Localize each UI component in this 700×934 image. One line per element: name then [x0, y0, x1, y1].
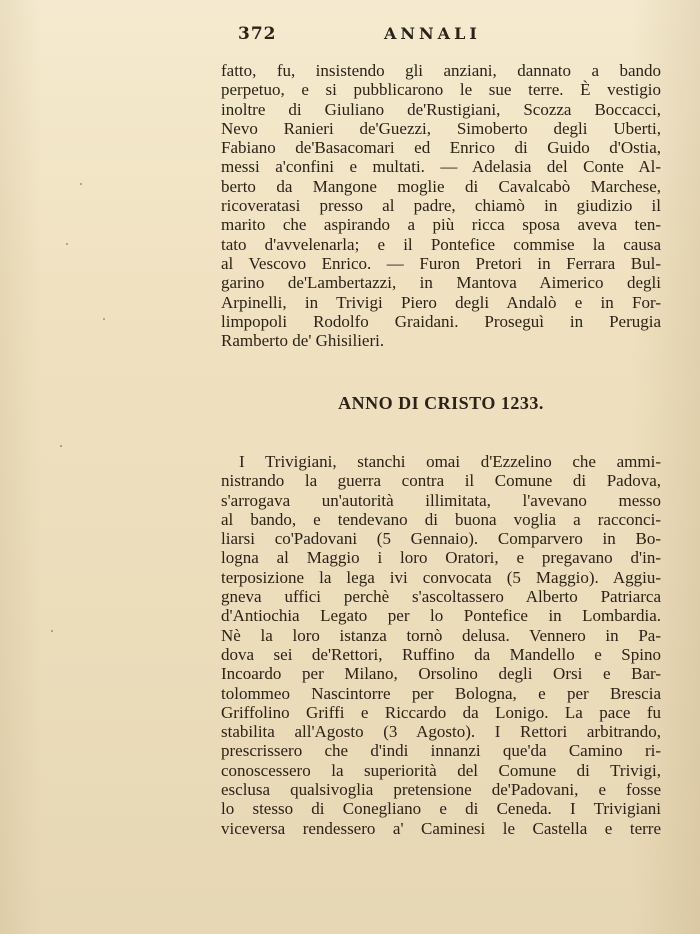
paper-speck	[60, 445, 62, 447]
paper-speck	[51, 630, 53, 632]
text-line: tolommeo Nascintorre per Bologna, e per Brescia	[221, 683, 661, 703]
text-line: al Vescovo Enrico. — Furon Pretori in Ferrara Bul-	[221, 253, 661, 273]
text-line: Arpinelli, in Trivigi Piero degli Andalò e in For-	[221, 292, 661, 312]
text-line: messi a'confini e multati. — Adelasia del Conte Al-	[221, 157, 661, 177]
text-line: lo stesso di Conegliano e di Ceneda. I Trivigiani	[221, 799, 661, 819]
text-line: stabilita all'Agosto (3 Agosto). I Rettori arbitrando,	[221, 722, 661, 742]
text-line: berto da Mangone moglie di Cavalcabò Marchese,	[221, 176, 661, 196]
text-line: prescrissero che d'indi innanzi que'da Camino ri-	[221, 741, 661, 761]
text-line: limpopoli Rodolfo Graidani. Proseguì in Perugia	[221, 311, 661, 331]
text-line: ricoveratasi presso al padre, chiamò in giudizio il	[221, 196, 661, 216]
text-line: conoscessero la superiorità del Comune di Trivigi,	[221, 760, 661, 780]
text-line: Incoardo per Milano, Orsolino degli Orsi e Bar-	[221, 664, 661, 684]
text-line: tato d'avvelenarla; e il Pontefice commise la causa	[221, 234, 661, 254]
text-line: Fabiano de'Basacomari ed Enrico di Guido d'Ostia,	[221, 138, 661, 158]
text-line: al bando, e tendevano di buona voglia a racconci-	[221, 509, 661, 529]
text-line: nistrando la guerra contra il Comune di Padova,	[221, 471, 661, 491]
running-title: ANNALI	[384, 24, 481, 43]
section-heading: ANNO DI CRISTO 1233.	[338, 393, 544, 413]
paper-speck	[103, 318, 105, 320]
text-line: Nevo Ranieri de'Guezzi, Simoberto degli Uberti,	[221, 118, 661, 138]
text-line: liarsi co'Padovani (5 Gennaio). Comparvero in Bo-	[221, 529, 661, 549]
text-line: terposizione la lega ivi convocata (5 Maggio). Aggiu-	[221, 567, 661, 587]
text-line: fatto, fu, insistendo gli anziani, dannato a bando	[221, 61, 661, 80]
paragraph-continued	[221, 61, 661, 350]
text-line: s'arrogava un'autorità illimitata, l'avevano messo	[221, 490, 661, 510]
text-line: Nè la loro istanza tornò delusa. Vennero in Pa-	[221, 625, 661, 645]
text-line: dova sei de'Rettori, Ruffino da Mandello e Spino	[221, 644, 661, 664]
text-line: perpetuo, e si pubblicarono le sue terre. È vestigio	[221, 80, 661, 100]
text-line: Ramberto de' Ghisilieri.	[221, 331, 385, 351]
text-line: I Trivigiani, stanchi omai d'Ezzelino che ammi-	[239, 452, 661, 471]
text-line: gneva uffici perchè s'ascoltassero Alberto Patriarca	[221, 587, 661, 607]
paper-speck	[80, 183, 82, 185]
text-line: Griffolino Griffi e Riccardo da Lonigo. La pace fu	[221, 702, 661, 722]
text-line: marito che aspirando a più ricca sposa aveva ten-	[221, 215, 661, 235]
text-line: garino de'Lambertazzi, in Mantova Aimerico degli	[221, 273, 661, 293]
text-line: d'Antiochia Legato per lo Pontefice in Lombardia.	[221, 606, 661, 626]
text-line: inoltre di Giuliano de'Rustigiani, Scozza Boccacci,	[221, 99, 661, 119]
paper-speck	[66, 243, 68, 245]
text-line: logna al Maggio i loro Oratori, e pregavano d'in-	[221, 548, 661, 568]
page-number: 372	[238, 24, 277, 44]
text-line: esclusa qualsivoglia pretensione de'Padovani, e fosse	[221, 780, 661, 800]
page-header	[238, 24, 500, 50]
text-line: viceversa rendessero a' Caminesi le Castella e terre	[221, 818, 661, 838]
paragraph-anno-1233	[221, 452, 661, 838]
